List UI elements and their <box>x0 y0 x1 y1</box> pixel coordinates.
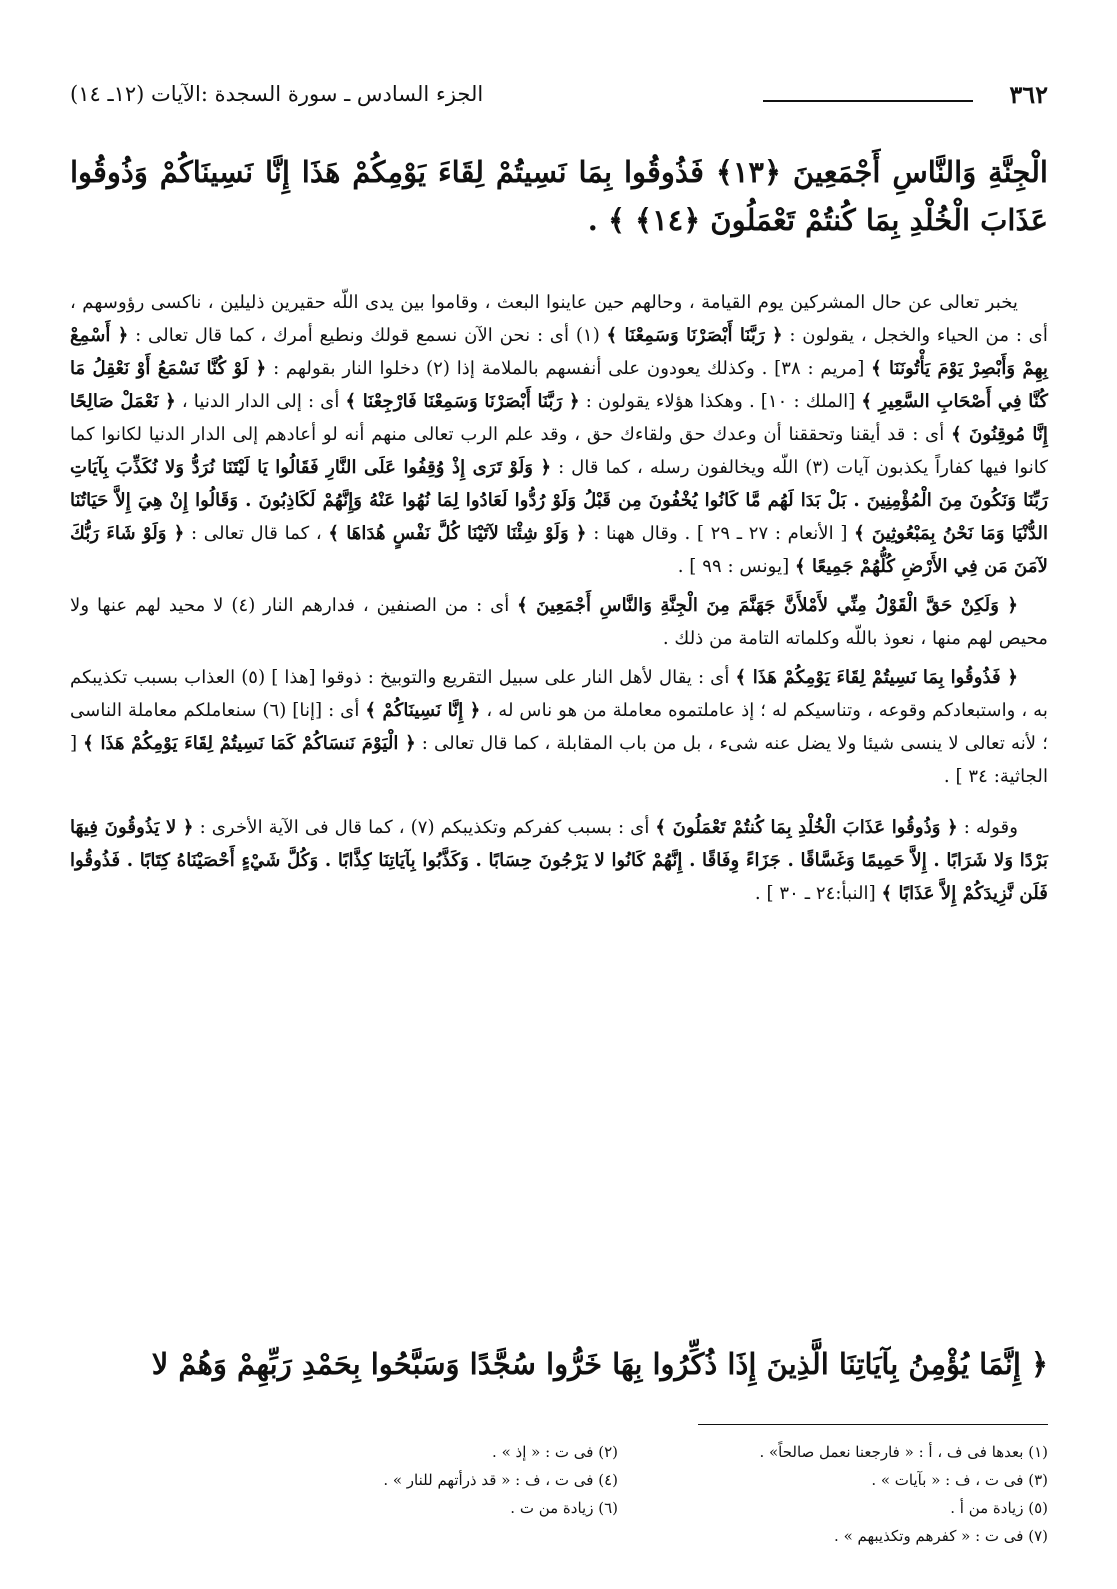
quoted-verse: ﴿ وَلَكِنْ حَقَّ الْقَوْلُ مِنِّي لأَمْلأَنَّ جَهَنَّمَ مِنَ الْجِنَّةِ وَالنَّاسِ أَجْمَعِينَ ﴾ <box>517 595 1018 616</box>
quoted-verse: ﴿ لَوْ كُنَّا نَسْمَعُ أَوْ نَعْقِلُ مَا كُنَّا فِي أَصْحَابِ السَّعِيرِ ﴾ <box>70 358 1048 412</box>
footnote: (٧) فى ت : « كفرهم وتكذيبهم » . <box>834 1527 1048 1545</box>
footnotes-right-column <box>668 1438 1048 1550</box>
text-run: أى : بسبب كفركم وتكذيبكم (٧) ، كما قال فى الآية الأخرى : <box>193 817 656 838</box>
text-run: [الملك : ١٠] . وهكذا هؤلاء يقولون : <box>579 391 862 412</box>
footnote-rule <box>698 1424 1048 1425</box>
footnotes-left-column <box>238 1438 618 1522</box>
text-run: أى : قد أيقنا وتحققنا أن وعدك حق ولقاءك حق ، وقد علم الرب تعالى منهم أنه لو أعادهم إلى الدار الدنيا لكانوا كما كانوا فيها كفاراً يكذبون آيات (٣) اللّه ويخالفون رسله ، كما قال : <box>70 424 1049 478</box>
quoted-verse: ﴿ رَبَّنَا أَبْصَرْنَا وَسَمِعْنَا ﴾ <box>606 325 783 346</box>
quoted-verse: ﴿ أَسْمِعْ بِهِمْ وَأَبْصِرْ يَوْمَ يَأْتُونَنَا ﴾ <box>70 325 1048 379</box>
quoted-verse: ﴿ فَذُوقُوا بِمَا نَسِيتُمْ لِقَاءَ يَوْمِكُمْ هَذَا ﴾ <box>735 667 1019 688</box>
running-title: الجزء السادس ـ سورة السجدة :الآيات (١٢ـ ١٤) <box>70 82 484 106</box>
quran-verse-bottom: ﴿ إِنَّمَا يُؤْمِنُ بِآيَاتِنَا الَّذِينَ إِذَا ذُكِّرُوا بِهَا خَرُّوا سُجَّدًا وَسَبَّحُوا بِحَمْدِ رَبِّهِمْ وَهُمْ لا <box>151 1347 1048 1381</box>
text-run: (١) أى : نحن الآن نسمع قولك ونطيع أمرك ، كما قال تعالى : <box>128 325 607 346</box>
commentary-paragraph-1 <box>70 286 1048 583</box>
footnote: (٢) فى ت : « إذ » . <box>492 1443 618 1461</box>
book-page <box>70 78 1048 1558</box>
footnote: (٣) فى ت ، ف : « بآيات » . <box>871 1471 1048 1489</box>
header-rule <box>763 100 973 102</box>
footnote: (٤) فى ت ، ف : « قد ذرأتهم للنار » . <box>383 1471 618 1489</box>
text-run: وقوله : <box>957 817 1018 838</box>
quran-verse-top: الْجِنَّةِ وَالنَّاسِ أَجْمَعِينَ ﴿١٣﴾ فَذُوقُوا بِمَا نَسِيتُمْ لِقَاءَ يَوْمِكُمْ هَذَا إِنَّا نَسِينَاكُمْ وَذُوقُوا عَذَابَ الْخُلْدِ بِمَا كُنتُمْ تَعْمَلُونَ ﴿١٤﴾ ﴾ . <box>70 155 1048 237</box>
text-run: [مريم : ٣٨] . وكذلك يعودون على أنفسهم بالملامة إذا (٢) دخلوا النار بقولهم : <box>266 358 872 379</box>
text-run: ، كما قال تعالى : <box>184 523 329 544</box>
text-run: أى : من الصنفين ، فدارهم النار (٤) لا محيد لهم عنها ولا محيص لهم منها ، نعوذ باللّه وكلماته التامة من ذلك . <box>70 595 1048 649</box>
text-run: أى : إلى الدار الدنيا ، <box>175 391 346 412</box>
quoted-verse: ﴿ وَلَوْ شِئْنَا لآتَيْنَا كُلَّ نَفْسٍ هُدَاهَا ﴾ <box>328 523 587 544</box>
quoted-verse: ﴿ لا يَذُوقُونَ فِيهَا بَرْدًا وَلا شَرَابًا . إِلاَّ حَمِيمًا وَغَسَّاقًا . جَزَاءً وِفَاقًا . إِنَّهُمْ كَانُوا لا يَرْجُونَ حِسَابًا . وَكَذَّبُوا بِآيَاتِنَا كِذَّابًا . وَكُلَّ شَيْءٍ أَحْصَيْنَاهُ كِتَابًا . فَذُوقُوا فَلَن نَّزِيدَكُمْ إِلاَّ عَذَابًا ﴾ <box>70 817 1048 904</box>
text-run: [ الأنعام : ٢٧ ـ ٢٩ ] . وقال ههنا : <box>586 523 855 544</box>
quoted-verse: ﴿ وَذُوقُوا عَذَابَ الْخُلْدِ بِمَا كُنتُمْ تَعْمَلُونَ ﴾ <box>655 817 958 838</box>
page-header <box>70 78 1048 118</box>
page-number: ٣٦٢ <box>1009 80 1048 109</box>
commentary-paragraph-4 <box>70 811 1048 910</box>
text-run: أى : [إنا] (٦) سنعاملكم معاملة الناسى ؛ لأنه تعالى لا ينسى شيئا ولا يضل عنه شىء ، بل من باب المقابلة ، كما قال تعالى : <box>70 700 1048 754</box>
footnote: (٥) زيادة من أ . <box>950 1499 1048 1517</box>
quoted-verse: ﴿ وَلَوْ شَاءَ رَبُّكَ لآمَنَ مَن فِي الأَرْضِ كُلُّهُمْ جَمِيعًا ﴾ <box>70 523 1048 577</box>
commentary-paragraph-2 <box>70 589 1048 655</box>
text-run: يخبر تعالى عن حال المشركين يوم القيامة ، وحالهم حين عاينوا البعث ، وقاموا بين يدى اللّه حقيرين ذليلين ، ناكسى رؤوسهم ، أى : من الحياء والخجل ، يقولون : <box>70 292 1048 346</box>
quoted-verse: ﴿ وَلَوْ تَرَى إِذْ وُقِفُوا عَلَى النَّارِ فَقَالُوا يَا لَيْتَنَا نُرَدُّ وَلا نُكَذِّبَ بِآيَاتِ رَبِّنَا وَنَكُونَ مِنَ الْمُؤْمِنِينَ . بَلْ بَدَا لَهُم مَّا كَانُوا يُخْفُونَ مِن قَبْلُ وَلَوْ رُدُّوا لَعَادُوا لِمَا نُهُوا عَنْهُ وَإِنَّهُمْ لَكَاذِبُونَ . وَقَالُوا إِنْ هِيَ إِلاَّ حَيَاتُنَا الدُّنْيَا وَمَا نَحْنُ بِمَبْعُوثِينَ ﴾ <box>70 457 1048 544</box>
footnote: (١) بعدها فى ف ، أ : « فارجعنا نعمل صالحاً» . <box>759 1443 1048 1461</box>
quoted-verse: ﴿ نَعْمَلْ صَالِحًا إِنَّا مُوقِنُونَ ﴾ <box>70 391 1048 445</box>
text-run: [ الجاثية: ٣٤ ] . <box>70 733 1048 787</box>
commentary-body <box>70 286 1048 910</box>
text-run: [النبأ:٢٤ ـ ٣٠ ] . <box>754 883 882 904</box>
text-run: [يونس : ٩٩ ] . <box>677 556 796 577</box>
text-run: أى : يقال لأهل النار على سبيل التقريع والتوبيخ : ذوقوا [هذا ] (٥) العذاب بسبب تكذيبكم به ، واستبعادكم وقوعه ، وتناسيكم له ؛ إذ عاملتموه معاملة من هو ناس له ، <box>70 667 1048 721</box>
quoted-verse: ﴿ الْيَوْمَ نَنسَاكُمْ كَمَا نَسِيتُمْ لِقَاءَ يَوْمِكُمْ هَذَا ﴾ <box>83 733 416 754</box>
quoted-verse: ﴿ إِنَّا نَسِينَاكُمْ ﴾ <box>365 700 481 721</box>
footnote: (٦) زيادة من ت . <box>510 1499 618 1517</box>
commentary-paragraph-3 <box>70 661 1048 793</box>
quoted-verse: ﴿ رَبَّنَا أَبْصَرْنَا وَسَمِعْنَا فَارْجِعْنَا ﴾ <box>345 391 580 412</box>
